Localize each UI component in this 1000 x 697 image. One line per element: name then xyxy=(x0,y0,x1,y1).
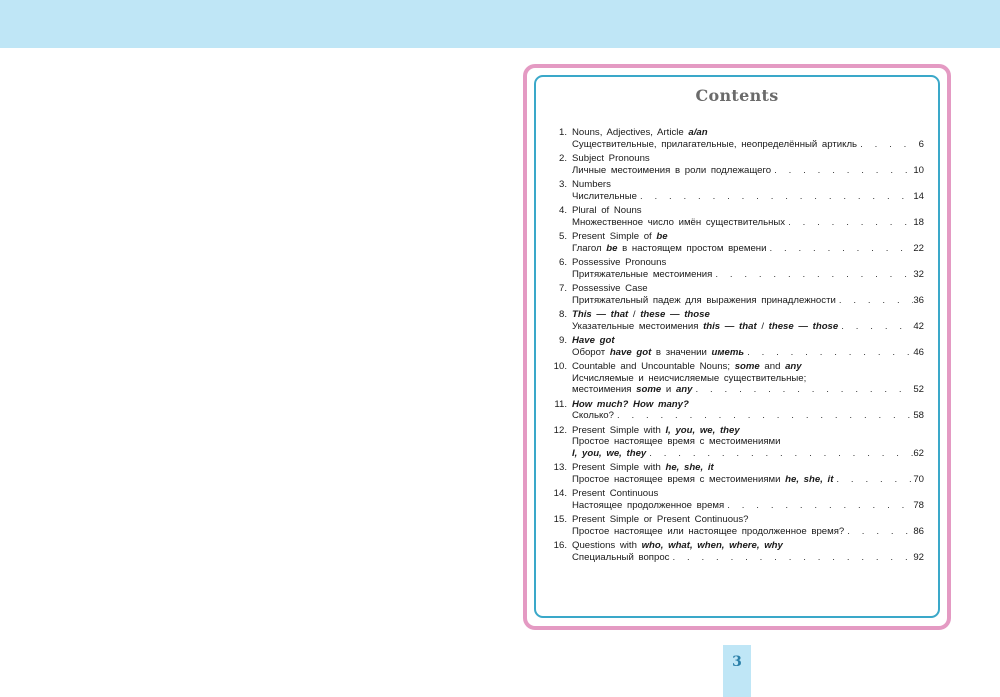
toc-entry-subtitle xyxy=(572,217,785,229)
toc-entry-subtitle xyxy=(572,373,806,385)
toc-entry-title xyxy=(572,514,749,526)
toc-entry-number: 16. xyxy=(553,540,567,551)
toc-page-number: 32 xyxy=(913,268,924,280)
toc-page-number: 14 xyxy=(913,190,924,202)
toc-entry[interactable] xyxy=(548,127,924,150)
toc-entry-subtitle xyxy=(572,436,781,448)
toc-leader-dots xyxy=(857,139,919,151)
toc-entry-title xyxy=(572,462,714,474)
toc-entry-title xyxy=(572,257,666,269)
toc-page-number: 52 xyxy=(913,384,924,395)
toc-entry-subtitle xyxy=(572,191,637,203)
toc-text: Possessive Pronouns xyxy=(572,257,667,268)
toc-entry[interactable] xyxy=(548,488,924,511)
toc-leader-dots xyxy=(766,243,913,255)
toc-page-number: 70 xyxy=(913,473,924,485)
toc-term: he, she, it xyxy=(785,473,834,485)
toc-text: Subject Pronouns xyxy=(572,153,650,164)
toc-text: Множественное число имён существительных xyxy=(572,216,786,228)
toc-text: Countable and Uncountable Nouns; xyxy=(572,361,735,372)
toc-term: he, she, it xyxy=(665,462,714,473)
toc-entry-subtitle xyxy=(572,243,766,255)
toc-entry-title xyxy=(572,153,650,165)
toc-text: Nouns, Adjectives, Article xyxy=(572,127,689,138)
toc-entry[interactable] xyxy=(548,361,924,396)
toc-entry-subtitle-line xyxy=(548,384,924,396)
toc-page-number: 58 xyxy=(913,410,924,421)
toc-entry-subtitle-line xyxy=(548,474,924,486)
toc-text: and xyxy=(759,361,786,372)
toc-text: Possessive Case xyxy=(572,283,648,294)
toc-text: Present Simple with xyxy=(572,424,666,436)
toc-term: some xyxy=(636,384,662,395)
toc-page-number: 22 xyxy=(913,242,924,254)
toc-leader-dots xyxy=(838,321,913,333)
toc-entry-number: 15. xyxy=(553,514,567,525)
toc-entry-number: 9. xyxy=(558,335,567,346)
toc-entry-title-line xyxy=(548,540,924,552)
toc-term: I, you, we, they xyxy=(572,447,647,459)
toc-term: a/an xyxy=(688,127,708,138)
toc-text: Present Continuous xyxy=(572,488,659,499)
toc-term: have got xyxy=(609,346,652,358)
toc-entry[interactable] xyxy=(548,257,924,280)
toc-text: Глагол xyxy=(572,242,607,254)
toc-entry[interactable] xyxy=(548,540,924,563)
toc-text: Существительные, прилагательные, неопределённый артикль xyxy=(572,138,858,150)
top-header-band xyxy=(0,0,1000,48)
toc-entry-subtitle xyxy=(572,347,744,359)
toc-entry-subtitle-line xyxy=(548,500,924,512)
toc-entry-title-line xyxy=(548,361,924,373)
toc-entry-subtitle-line xyxy=(548,165,924,177)
toc-text: Исчисляемые и неисчисляемые существительные; xyxy=(572,372,807,384)
toc-term: Have got xyxy=(572,335,615,346)
toc-text: Простое настоящее или настоящее продолженное время? xyxy=(572,525,845,537)
toc-page-number: 92 xyxy=(913,551,924,563)
toc-entry[interactable] xyxy=(548,399,924,422)
toc-term: these — those xyxy=(768,320,839,332)
toc-term: How much? How many? xyxy=(572,398,689,410)
toc-entry-number: 13. xyxy=(553,462,567,473)
toc-text: Указательные местоимения xyxy=(572,320,704,332)
toc-leader-dots xyxy=(712,269,913,281)
toc-leader-dots xyxy=(669,552,913,564)
toc-text: Числительные xyxy=(572,190,637,202)
toc-entry-number: 12. xyxy=(553,424,567,436)
toc-leader-dots xyxy=(785,217,913,229)
toc-page-number: 62 xyxy=(913,447,924,459)
toc-text: Притяжательные местоимения xyxy=(572,268,713,280)
toc-entry-title-line xyxy=(548,205,924,217)
toc-entry-subtitle-line xyxy=(548,139,924,151)
toc-leader-dots xyxy=(614,410,913,422)
toc-text: в настоящем простом времени xyxy=(617,242,767,254)
toc-entry-title-line xyxy=(548,127,924,139)
toc-entry[interactable] xyxy=(548,309,924,332)
toc-entry-subtitle xyxy=(572,526,844,538)
toc-term: be xyxy=(606,242,618,254)
toc-entry-number: 2. xyxy=(558,153,567,164)
toc-entry-subtitle xyxy=(572,448,646,460)
toc-entry-subtitle-line xyxy=(548,526,924,538)
toc-leader-dots xyxy=(692,384,913,396)
toc-entry-number: 3. xyxy=(558,179,567,190)
toc-page-number: 6 xyxy=(918,138,924,150)
toc-page-number: 46 xyxy=(913,346,924,358)
toc-text: Questions with xyxy=(572,540,642,551)
toc-entry[interactable] xyxy=(548,462,924,485)
toc-entry-subtitle-line xyxy=(548,552,924,564)
toc-entry-title-line xyxy=(548,488,924,500)
toc-entry-subtitle xyxy=(572,552,669,564)
toc-entry-subtitle xyxy=(572,474,833,486)
toc-entry-number: 6. xyxy=(558,257,567,268)
toc-entry-title-line xyxy=(548,425,924,437)
toc-entry-number: 1. xyxy=(558,127,567,138)
toc-term: this — that xyxy=(703,320,757,332)
toc-entry-subtitle xyxy=(572,321,838,333)
toc-entry-title-line xyxy=(548,283,924,295)
toc-entry-subtitle-line xyxy=(548,373,924,385)
toc-text: Present Simple with xyxy=(572,462,666,473)
toc-entry[interactable] xyxy=(548,179,924,202)
toc-text: / xyxy=(628,309,641,320)
toc-entry-number: 8. xyxy=(558,309,567,320)
toc-page-number: 36 xyxy=(913,294,924,306)
toc-entry-subtitle xyxy=(572,500,724,512)
toc-entry[interactable] xyxy=(548,514,924,537)
toc-term: any xyxy=(675,384,693,395)
toc-entry-number: 10. xyxy=(553,361,567,372)
toc-entry-subtitle-line xyxy=(548,191,924,203)
page-number-tab xyxy=(723,645,751,697)
toc-entry-title-line xyxy=(548,153,924,165)
toc-text: Специальный вопрос xyxy=(572,551,670,563)
toc-entry-title-line xyxy=(548,309,924,321)
toc-entry-title xyxy=(572,205,642,217)
toc-text: местоимения xyxy=(572,384,637,395)
toc-entry-title xyxy=(572,283,648,295)
toc-entry-subtitle xyxy=(572,295,836,307)
toc-entry[interactable] xyxy=(548,335,924,358)
toc-term: I, you, we, they xyxy=(665,424,740,436)
toc-entry-title-line xyxy=(548,257,924,269)
toc-leader-dots xyxy=(844,526,913,538)
toc-entry-subtitle xyxy=(572,269,712,281)
toc-text: Оборот xyxy=(572,346,610,358)
toc-entry-title-line xyxy=(548,335,924,347)
toc-entry[interactable] xyxy=(548,231,924,254)
toc-entry-number: 11. xyxy=(554,398,567,410)
toc-entry-title-line xyxy=(548,462,924,474)
toc-entry-subtitle-line xyxy=(548,321,924,333)
toc-term: who, what, when, where, why xyxy=(641,540,783,551)
toc-text: Личные местоимения в роли подлежащего xyxy=(572,164,772,176)
toc-entry-title xyxy=(572,488,658,500)
toc-entry-subtitle-line xyxy=(548,269,924,281)
toc-page-number: 78 xyxy=(913,499,924,511)
toc-entry-title xyxy=(572,425,740,437)
toc-text: в значении xyxy=(651,346,712,358)
toc-entry-subtitle-line xyxy=(548,347,924,359)
toc-text: Настоящее продолженное время xyxy=(572,499,725,511)
toc-entry-title xyxy=(572,540,783,552)
toc-entry[interactable] xyxy=(548,153,924,176)
toc-text: Притяжательный падеж для выражения принадлежности xyxy=(572,294,836,306)
toc-leader-dots xyxy=(646,448,913,460)
toc-text: Простое настоящее время с местоимениями xyxy=(572,436,781,447)
toc-entry-number: 5. xyxy=(558,231,567,242)
toc-term: these — those xyxy=(640,309,710,320)
toc-entry-subtitle-line xyxy=(548,217,924,229)
toc-term: иметь xyxy=(711,346,745,358)
toc-text: / xyxy=(756,320,769,332)
toc-entry-subtitle-line xyxy=(548,410,924,422)
toc-term: This — that xyxy=(572,309,629,320)
toc-entry-subtitle-line xyxy=(548,295,924,307)
toc-entry-title xyxy=(572,231,668,243)
toc-text: Present Simple or Present Continuous? xyxy=(572,514,749,525)
toc-page-number: 10 xyxy=(913,164,924,176)
toc-entry-title-line xyxy=(548,399,924,411)
toc-entry-number: 14. xyxy=(553,488,567,499)
toc-text: Present Simple of xyxy=(572,231,657,242)
toc-entry-title xyxy=(572,361,802,373)
toc-entry-title xyxy=(572,179,611,191)
toc-entry-subtitle xyxy=(572,410,614,422)
toc-entry-title xyxy=(572,399,689,411)
toc-leader-dots xyxy=(637,191,913,203)
toc-entry-title-line xyxy=(548,231,924,243)
page-number: 3 xyxy=(732,654,742,670)
toc-entry-subtitle xyxy=(572,384,692,396)
toc-entry-title xyxy=(572,127,708,139)
toc-entry-title-line xyxy=(548,514,924,526)
toc-entry[interactable] xyxy=(548,205,924,228)
toc-leader-dots xyxy=(836,295,914,307)
toc-entry-subtitle xyxy=(572,139,857,151)
toc-leader-dots xyxy=(724,500,913,512)
toc-entry-subtitle-line xyxy=(548,243,924,255)
toc-page-number: 42 xyxy=(913,320,924,332)
toc-leader-dots xyxy=(744,347,913,359)
toc-text: Сколько? xyxy=(572,410,614,421)
toc-term: any xyxy=(785,361,802,372)
toc-leader-dots xyxy=(833,474,913,486)
toc-term: some xyxy=(734,361,760,372)
toc-entry-title-line xyxy=(548,179,924,191)
toc-text: и xyxy=(661,384,676,395)
toc-page-number: 18 xyxy=(913,216,924,228)
contents-list xyxy=(548,127,924,566)
toc-entry-number: 7. xyxy=(558,283,567,294)
toc-entry-title xyxy=(572,309,710,321)
toc-entry-title xyxy=(572,335,615,347)
toc-leader-dots xyxy=(771,165,913,177)
toc-text: Plural of Nouns xyxy=(572,205,642,216)
toc-text: Простое настоящее время с местоимениями xyxy=(572,473,786,485)
toc-entry[interactable] xyxy=(548,425,924,460)
toc-entry-subtitle xyxy=(572,165,771,177)
toc-entry-number: 4. xyxy=(558,205,567,216)
toc-page-number: 86 xyxy=(913,525,924,537)
toc-entry-subtitle-line xyxy=(548,448,924,460)
toc-entry-subtitle-line xyxy=(548,436,924,448)
contents-title: Contents xyxy=(695,86,779,105)
toc-term: be xyxy=(656,231,668,242)
toc-text: Numbers xyxy=(572,179,611,190)
toc-entry[interactable] xyxy=(548,283,924,306)
